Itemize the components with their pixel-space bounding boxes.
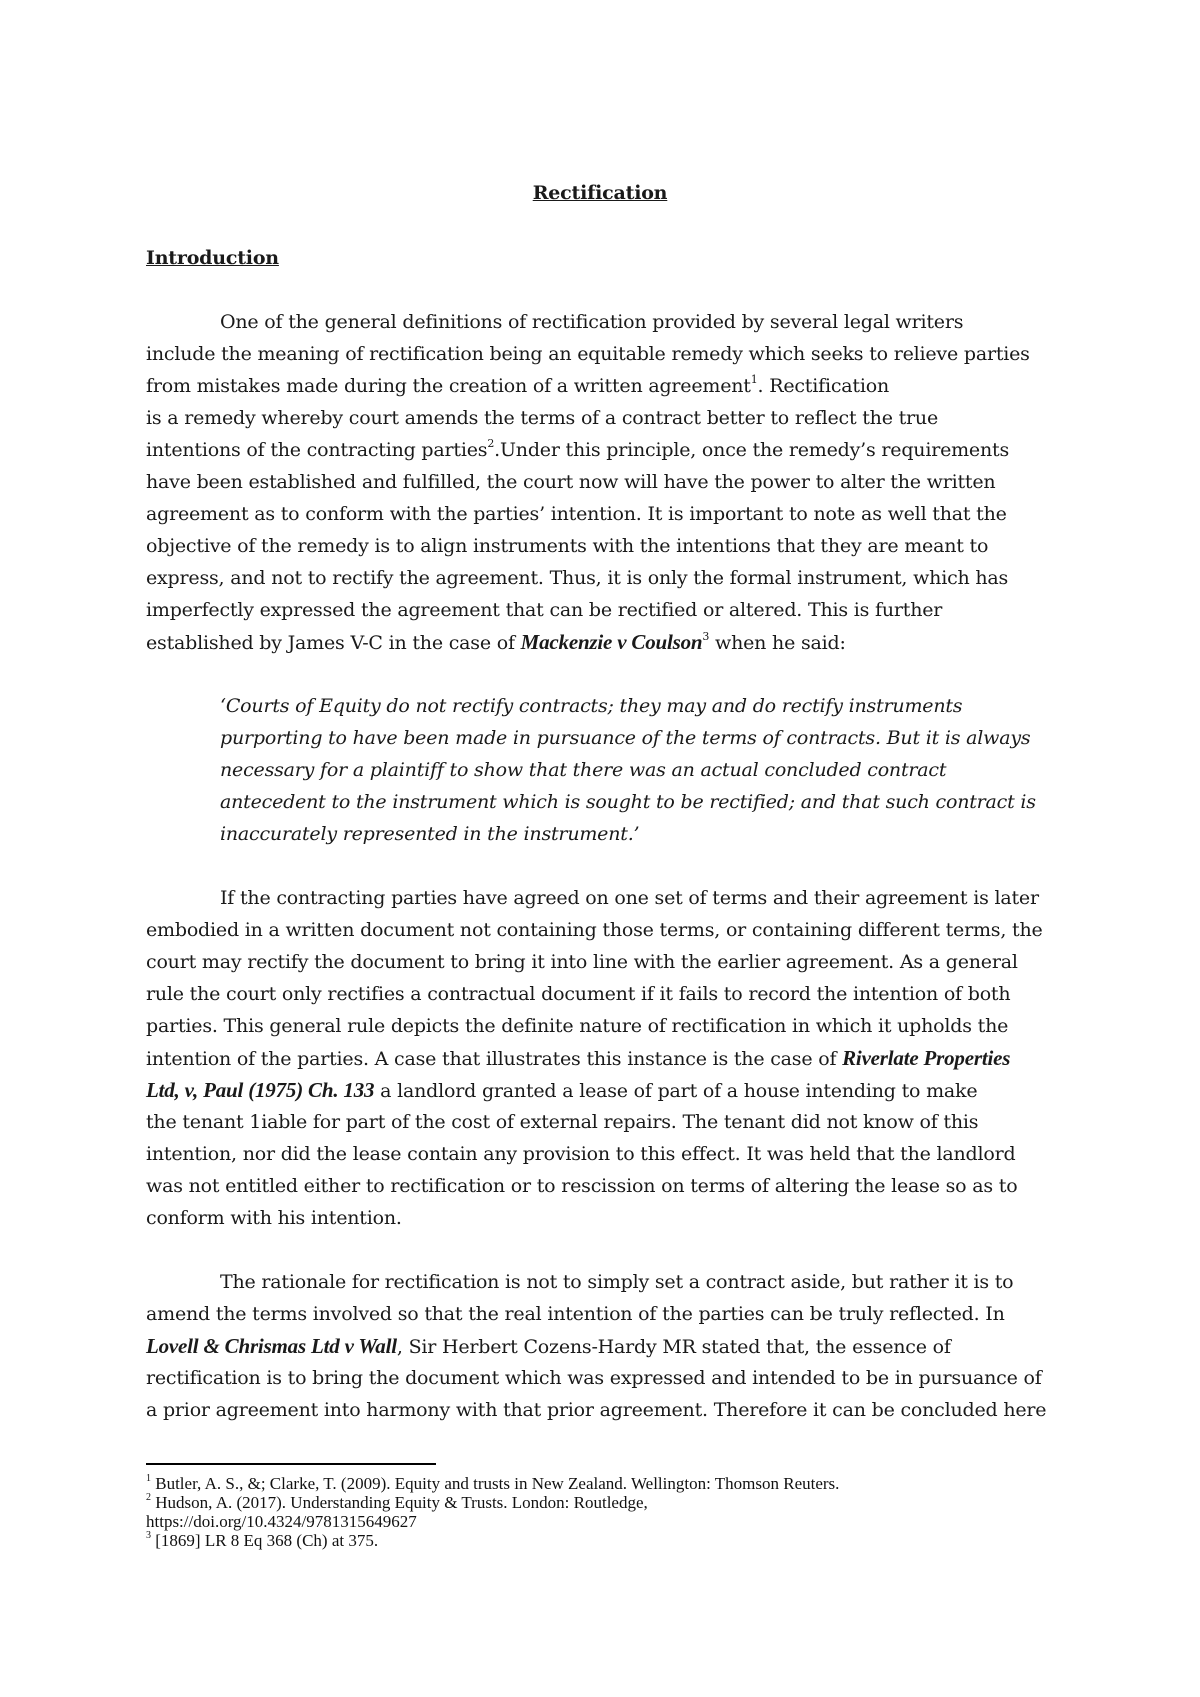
text-line: the tenant 1iable for part of the cost of external repairs. The tenant did not know of this	[146, 1111, 979, 1133]
text-run: when he said:	[709, 632, 846, 654]
footnote-separator	[146, 1463, 436, 1465]
footnote-text: Butler, A. S., &; Clarke, T. (2009). Equity and trusts in New Zealand. Wellington: Thomson Reuters.	[151, 1474, 840, 1493]
quote-line: antecedent to the instrument which is sought to be rectified; and that such contract is	[220, 791, 1036, 813]
text-line: objective of the remedy is to align instruments with the intentions that they are meant to	[146, 535, 989, 557]
text-line: express, and not to rectify the agreement. Thus, it is only the formal instrument, which has	[146, 567, 1009, 589]
footnote-number: 2	[146, 1492, 151, 1504]
text-run: intentions of the contracting parties	[146, 439, 488, 461]
text-run: intention of the parties. A case that illustrates this instance is the case of	[146, 1048, 843, 1070]
text-line	[146, 1077, 977, 1104]
text-line: imperfectly expressed the agreement that can be rectified or altered. This is further	[146, 599, 943, 621]
text-line: One of the general definitions of rectification provided by several legal writers	[220, 311, 964, 333]
footnote-number: 1	[146, 1473, 151, 1485]
text-run: a landlord granted a lease of part of a house intending to make	[374, 1080, 978, 1102]
quote-line: purporting to have been made in pursuance of the terms of contracts. But it is always	[220, 727, 1031, 749]
footnote	[146, 1474, 839, 1493]
text-line: amend the terms involved so that the real intention of the parties can be truly reflected. In	[146, 1303, 1005, 1325]
text-line: intention, nor did the lease contain any provision to this effect. It was held that the landlord	[146, 1143, 1016, 1165]
footnote	[146, 1531, 378, 1550]
text-line	[146, 629, 846, 656]
quote-line: inaccurately represented in the instrument.’	[220, 823, 640, 845]
text-run: from mistakes made during the creation of a written agreement	[146, 375, 751, 397]
text-run: . Rectification	[757, 375, 889, 397]
footnote-text: [1869] LR 8 Eq 368 (Ch) at 375.	[151, 1531, 379, 1550]
text-line	[146, 373, 889, 399]
quote-line: necessary for a plaintiff to show that there was an actual concluded contract	[220, 759, 947, 781]
text-line: is a remedy whereby court amends the terms of a contract better to reflect the true	[146, 407, 939, 429]
footnote-ref: 3	[702, 629, 710, 643]
text-line: have been established and fulfilled, the court now will have the power to alter the written	[146, 471, 996, 493]
footnote-link[interactable]: https://doi.org/10.4324/9781315649627	[146, 1512, 417, 1531]
text-line: parties. This general rule depicts the definite nature of rectification in which it upholds the	[146, 1015, 1009, 1037]
section-heading: Introduction	[146, 247, 279, 269]
text-line: was not entitled either to rectification or to rescission on terms of altering the lease so as to	[146, 1175, 1018, 1197]
case-name: Lovell & Chrismas Ltd v Wall	[146, 1334, 397, 1358]
footnote-number: 3	[146, 1530, 151, 1542]
text-line: If the contracting parties have agreed on one set of terms and their agreement is later	[220, 887, 1039, 909]
case-name: Riverlate Properties	[842, 1046, 1011, 1070]
text-line: embodied in a written document not containing those terms, or containing different terms, the	[146, 919, 1043, 941]
text-run: .Under this principle, once the remedy’s requirements	[494, 439, 1010, 461]
text-line: court may rectify the document to bring it into line with the earlier agreement. As a general	[146, 951, 1018, 973]
footnote	[146, 1493, 648, 1512]
footnote-text: Hudson, A. (2017). Understanding Equity & Trusts. London: Routledge,	[151, 1493, 648, 1512]
footnote-ref: 1	[750, 372, 758, 386]
text-line: agreement as to conform with the parties’ intention. It is important to note as well that the	[146, 503, 1007, 525]
text-run: established by James V-C in the case of	[146, 632, 521, 654]
footnote-ref: 2	[487, 436, 495, 450]
document-title: Rectification	[532, 182, 668, 204]
quote-line: ‘Courts of Equity do not rectify contracts; they may and do rectify instruments	[220, 695, 963, 717]
text-line: a prior agreement into harmony with that prior agreement. Therefore it can be concluded here	[146, 1399, 1047, 1421]
text-line	[146, 437, 1009, 463]
text-line: conform with his intention.	[146, 1207, 402, 1229]
text-line	[146, 1045, 1010, 1072]
case-name: Mackenzie v Coulson	[520, 630, 703, 654]
text-run: , Sir Herbert Cozens-Hardy MR stated that, the essence of	[396, 1336, 951, 1358]
text-line: The rationale for rectification is not to simply set a contract aside, but rather it is to	[220, 1271, 1014, 1293]
text-line: rule the court only rectifies a contractual document if it fails to record the intention of both	[146, 983, 1011, 1005]
text-line: include the meaning of rectification being an equitable remedy which seeks to relieve parties	[146, 343, 1030, 365]
case-name: Ltd, v, Paul (1975) Ch. 133	[146, 1078, 375, 1102]
text-line	[146, 1333, 951, 1360]
text-line: rectification is to bring the document which was expressed and intended to be in pursuance of	[146, 1367, 1042, 1389]
